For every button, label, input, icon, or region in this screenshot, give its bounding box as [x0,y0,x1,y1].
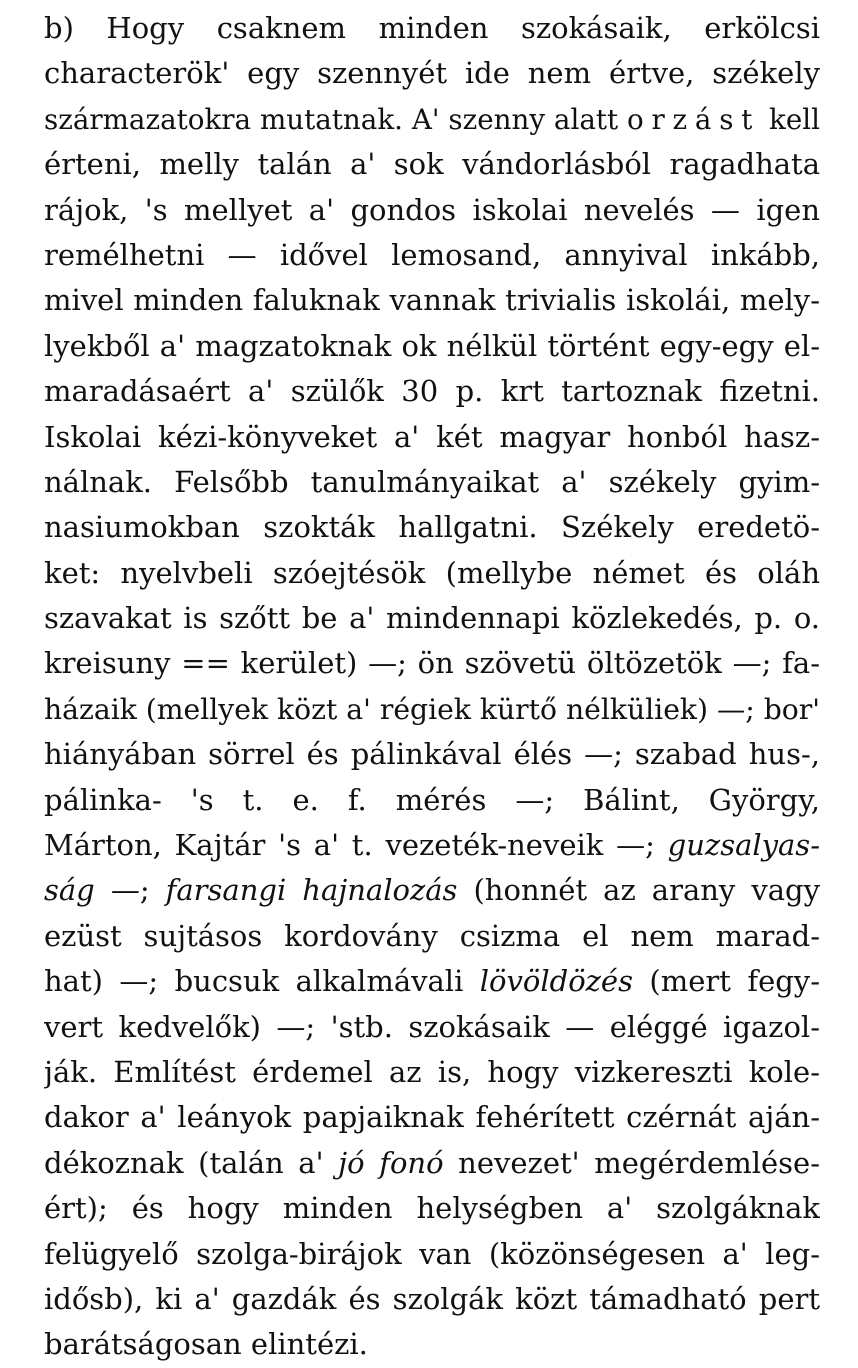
text-line [44,1050,820,1095]
text-line [44,369,820,414]
text-segment: (mert fegy- [632,964,820,999]
text-segment: hiányában sörrel és pálinkával élés —; szabad hus-, [44,737,820,772]
text-segment: ezüst sujtásos kordovány csizma el nem marad- [44,918,820,953]
text-line [44,1232,820,1277]
text-line [44,278,820,323]
text-line [44,596,820,641]
text-segment: (honnét az arany vagy [457,873,820,908]
text-segment: b) Hogy csaknem minden szokásaik, erkölcsi [44,11,820,45]
text-line [44,324,820,369]
text-segment: érteni, melly talán a' sok vándorlásból ragadhata [44,147,820,182]
text-line [44,1005,820,1050]
text-segment: ket: nyelvbeli szóejtésök (mellybe német és oláh [44,555,820,590]
text-segment: rájok, 's mellyet a' gondos iskolai nevelés — igen [44,192,820,227]
text-line [44,1322,820,1367]
text-segment: vert kedvelők) —; 'stb. szokásaik — eléggé igazol- [44,1009,820,1044]
text-line [44,687,820,732]
text-line [44,415,820,460]
text-segment: idősb), ki a' gazdák és szolgák közt támadható pert [44,1281,820,1316]
text-line [44,188,820,233]
text-line [44,823,820,868]
text-segment: ják. Említést érdemel az is, hogy vizkereszti kole- [44,1054,820,1089]
text-line [44,959,820,1004]
text-line [44,51,820,96]
text-line [44,1186,820,1231]
text-segment: nevezet' megérdemlése- [443,1145,820,1180]
text-line [44,6,820,51]
italic-text: ság [44,873,95,908]
italic-text: jó fonó [338,1145,444,1180]
text-line [44,460,820,505]
text-line [44,732,820,777]
text-line [44,505,820,550]
text-segment: nálnak. Felsőbb tanulmányaikat a' székely gyim- [44,464,820,499]
text-segment: remélhetni — idővel lemosand, annyival inkább, [44,237,820,272]
italic-text: lövöldözés [479,964,633,999]
text-line [44,1095,820,1140]
text-segment: characterök' egy szennyét ide nem értve, székely [44,56,820,91]
text-segment: házaik (mellyek közt a' régiek kürtő nélküliek) —; bor' [44,692,820,726]
italic-text: farsangi hajnalozás [165,873,458,908]
text-segment: Márton, Kajtár 's a' t. vezeték-neveik —; [44,828,668,863]
text-segment: —; [94,873,166,908]
body-text [44,6,820,1368]
text-line [44,868,820,913]
text-segment: Iskolai kézi-könyveket a' két magyar honból hasz- [44,419,820,454]
text-segment: dakor a' leányok papjaiknak fehérített czérnát aján- [44,1100,820,1135]
text-line [44,551,820,596]
text-segment: barátságosan elintézi. [44,1327,368,1362]
text-line [44,1277,820,1322]
text-segment: hat) —; bucsuk alkalmávali [44,964,480,999]
text-line [44,142,820,187]
spaced-text: orzást [627,102,761,136]
text-line [44,233,820,278]
text-segment: lyekből a' magzatoknak ok nélkül történt egy-egy el- [44,328,820,363]
text-line [44,914,820,959]
text-segment: szavakat is szőtt be a' mindennapi közlekedés, p. o. [44,601,820,636]
text-segment: mivel minden faluknak vannak trivialis iskolái, mely- [44,283,820,318]
text-segment: kell [760,102,820,136]
text-segment: ért); és hogy minden helységben a' szolgáknak [44,1191,820,1226]
italic-text: guzsalyas- [667,828,820,863]
text-segment: felügyelő szolga-birájok van (közönségesen a' leg- [44,1236,820,1271]
text-segment: pálinka- 's t. e. f. mérés —; Bálint, György, [44,782,820,817]
text-line [44,778,820,823]
text-line [44,641,820,686]
text-segment: származatokra mutatnak. A' szenny alatt [44,102,628,136]
text-line [44,97,820,142]
text-segment: nasiumokban szokták hallgatni. Székely eredetö- [44,510,820,545]
text-segment: maradásaért a' szülők 30 p. krt tartoznak fizetni. [44,374,820,409]
text-segment: kreisuny == kerület) —; ön szövetü öltözetök —; fa- [44,646,820,681]
text-segment: dékoznak (talán a' [44,1145,339,1180]
text-line [44,1141,820,1186]
